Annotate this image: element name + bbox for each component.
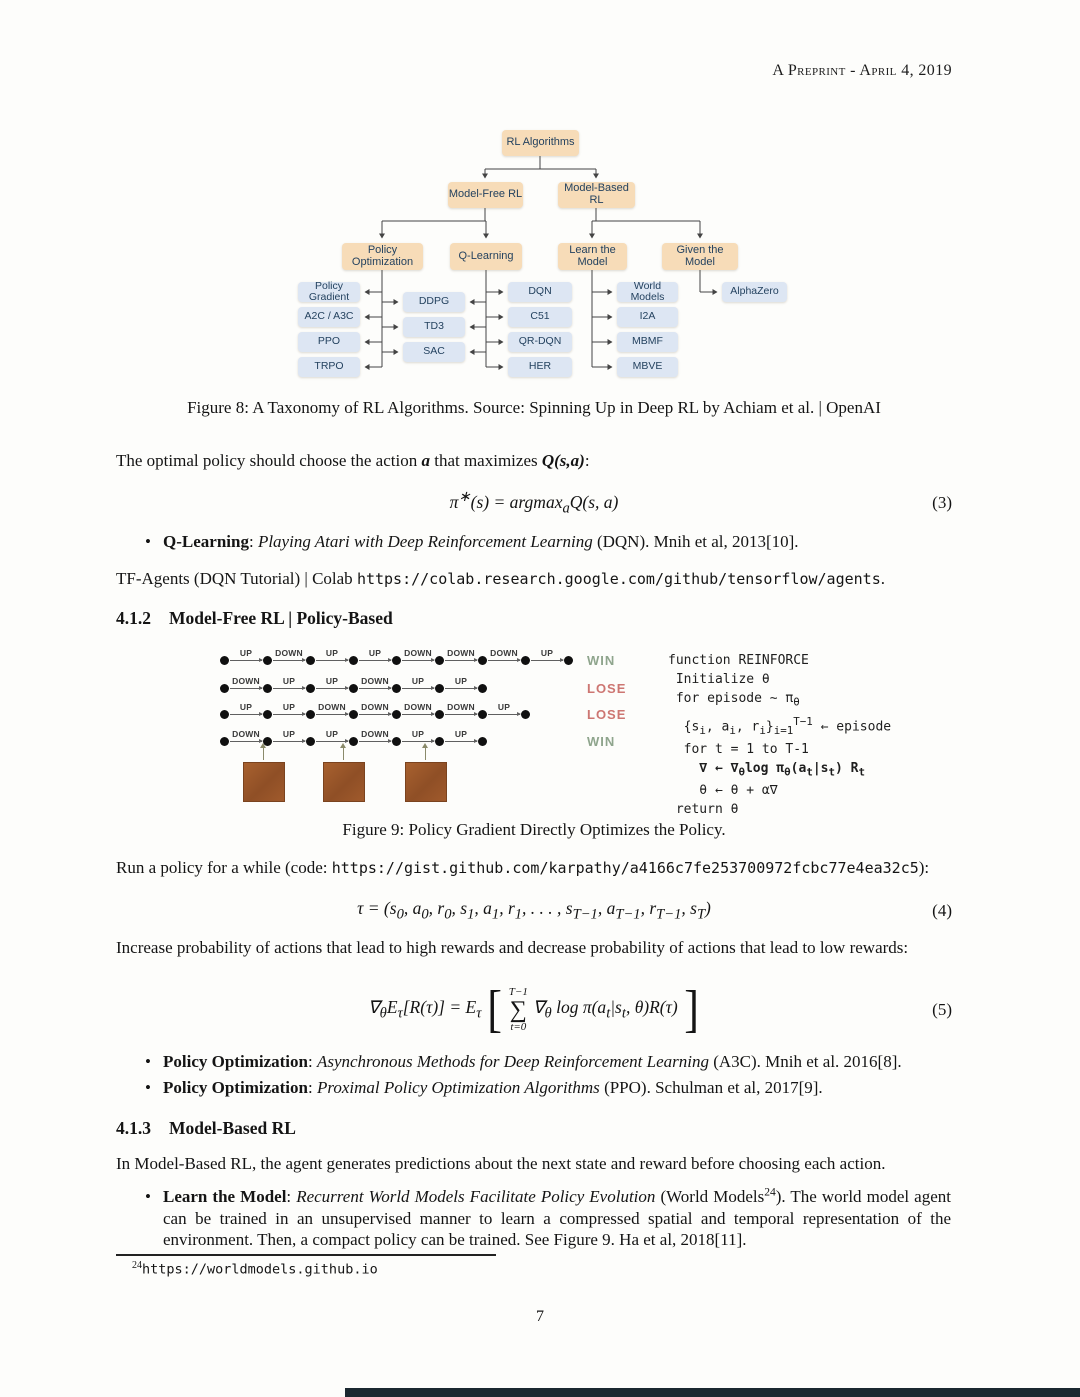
state-dot [349, 656, 358, 665]
right-arrow-icon [230, 660, 262, 661]
text-segment: The optimal policy should choose the action [116, 451, 422, 470]
action-label: UP [325, 676, 339, 686]
equation-4-formula: $\tau = (s_0$, $a_0$, $r_0$, $s_1$, $a_1$, $r_1$, . . . , $s_{T-1}$, $a_{T-1}$, $r_{T-1}$, $s_T$) [357, 898, 711, 923]
action-label: UP [282, 729, 296, 739]
trajectory-result-label: LOSE [587, 681, 627, 696]
taxonomy-node-qr-dqn: QR-DQN [508, 332, 572, 352]
action-label: DOWN [361, 702, 389, 712]
text-segment: Increase probability of actions that lead to high rewards and decrease probability of actions that lead to low rewards: [116, 938, 909, 957]
game-frame-thumbnail [323, 762, 365, 802]
action-label: DOWN [447, 702, 475, 712]
text-segment: (A3C). Mnih et al. 2016[8]. [708, 1052, 902, 1071]
taxonomy-node-a2c-a3c: A2C / A3C [298, 307, 360, 327]
text-segment: that maximizes [429, 451, 542, 470]
taxonomy-node-ppo: PPO [298, 332, 360, 352]
paragraph-increase-probability [116, 937, 952, 959]
action-arrow [358, 648, 392, 665]
action-label: UP [239, 648, 253, 658]
state-dot [263, 710, 272, 719]
right-arrow-icon [445, 660, 477, 661]
figure8-taxonomy-diagram [280, 125, 800, 393]
action-arrow [401, 676, 435, 693]
text-segment: Proximal Policy Optimization Algorithms [316, 1077, 600, 1097]
action-arrow [401, 648, 435, 665]
action-label: UP [325, 648, 339, 658]
action-label: UP [282, 676, 296, 686]
open-bracket: [ [487, 981, 503, 1038]
section-heading-412 [116, 608, 952, 629]
bullet-policy-optimization-a3c [145, 1051, 951, 1073]
state-dot [349, 710, 358, 719]
sigma-symbol: ∑ [509, 997, 527, 1023]
state-dot [349, 684, 358, 693]
action-label: DOWN [490, 648, 518, 658]
taxonomy-node-mbmf: MBMF [617, 332, 678, 352]
right-arrow-icon [402, 688, 434, 689]
right-arrow-icon [316, 741, 348, 742]
action-arrow [272, 676, 306, 693]
state-dot [220, 710, 229, 719]
pseudocode-line: Initialize θ [668, 672, 770, 687]
taxonomy-node-model-free-rl: Model-Free RL [448, 182, 523, 208]
pseudocode-line: ∇ ← $\nabla_\theta\log$ $\pi_\theta(a_t|s_t)$ $R_t$ [668, 760, 866, 779]
right-arrow-icon [445, 741, 477, 742]
close-bracket: ] [684, 981, 699, 1038]
section-heading-413 [116, 1118, 952, 1139]
action-arrow [487, 702, 521, 719]
taxonomy-node-i2a: I2A [617, 307, 678, 327]
equation-4 [116, 896, 952, 926]
paragraph-model-based-rl [116, 1153, 952, 1175]
state-dot [392, 656, 401, 665]
action-arrow [487, 648, 521, 665]
trajectory-row [220, 676, 487, 693]
trajectory-row [220, 702, 530, 719]
right-arrow-icon [531, 660, 563, 661]
section-title: Model-Free RL | Policy-Based [169, 608, 393, 628]
text-segment: (PPO). Schulman et al, 2017[9]. [599, 1077, 823, 1097]
action-label: DOWN [275, 648, 303, 658]
text-segment: Policy Optimization [163, 1052, 308, 1071]
right-arrow-icon [359, 688, 391, 689]
right-arrow-icon [402, 741, 434, 742]
right-arrow-icon [316, 714, 348, 715]
state-dot [478, 710, 487, 719]
taxonomy-node-model-based-rl: Model-Based RL [558, 182, 635, 208]
action-label: DOWN [361, 729, 389, 739]
learn-the-model-bullet-list [145, 1186, 951, 1251]
action-arrow [530, 648, 564, 665]
state-dot [220, 656, 229, 665]
state-dot [478, 656, 487, 665]
taxonomy-node-her: HER [508, 357, 572, 377]
action-label: UP [239, 702, 253, 712]
action-arrow [444, 676, 478, 693]
reinforce-pseudocode [668, 651, 891, 819]
right-arrow-icon [402, 714, 434, 715]
pseudocode-line: {$s_i$, $a_i$, $r_i\}_{i=1}^{T-1}$ ← episode [668, 714, 892, 737]
action-arrow [315, 702, 349, 719]
action-arrow [315, 676, 349, 693]
text-segment: : [286, 1187, 297, 1206]
text-segment: : [307, 1077, 317, 1097]
right-arrow-icon [402, 660, 434, 661]
text-segment: Q-Learning [163, 532, 249, 551]
equation-3-formula: π∗(s) = argmax$_a$Q(s, a) [449, 489, 619, 517]
action-arrow [358, 729, 392, 746]
action-arrow [272, 648, 306, 665]
equation-5-number: (5) [932, 1000, 952, 1019]
taxonomy-node-q-learning: Q-Learning [450, 243, 522, 270]
right-arrow-icon [488, 660, 520, 661]
figure9-policy-gradient-diagram [116, 645, 952, 817]
text-segment: Run a policy for a while (code: [116, 858, 332, 877]
text-segment: . [880, 569, 885, 588]
taxonomy-node-sac: SAC [403, 342, 465, 362]
state-dot [521, 656, 530, 665]
action-label: DOWN [404, 702, 432, 712]
footnote-marker: 24 [132, 1260, 142, 1271]
frame-up-arrow-icon [263, 747, 264, 760]
action-label: DOWN [318, 702, 346, 712]
taxonomy-node-policy-gradient: Policy Gradient [298, 282, 360, 302]
taxonomy-node-c51: C51 [508, 307, 572, 327]
pseudocode-line: for t = 1 to T-1 [668, 741, 809, 757]
taxonomy-node-learn-the-model: Learn the Model [558, 243, 627, 270]
action-label: UP [282, 702, 296, 712]
bullet-policy-optimization-ppo [145, 1077, 951, 1099]
right-arrow-icon [273, 660, 305, 661]
state-dot [478, 737, 487, 746]
action-label: UP [368, 648, 382, 658]
taxonomy-node-world-models: World Models [617, 282, 678, 302]
taxonomy-node-dqn: DQN [508, 282, 572, 302]
trajectory-result-label: WIN [587, 653, 616, 668]
text-segment: In Model-Based RL, the agent generates predictions about the next state and reward before choosing each action. [116, 1154, 886, 1173]
state-dot [435, 656, 444, 665]
right-arrow-icon [273, 688, 305, 689]
summation [509, 987, 528, 1033]
right-arrow-icon [316, 688, 348, 689]
section-number: 4.1.2 [116, 608, 151, 628]
text-segment: (DQN). Mnih et al, 2013[10]. [592, 532, 799, 551]
text-segment: : [307, 1052, 317, 1071]
figure9-caption: Figure 9: Policy Gradient Directly Optimizes the Policy. [342, 820, 726, 839]
action-label: DOWN [232, 676, 260, 686]
taxonomy-node-trpo: TRPO [298, 357, 360, 377]
action-label: DOWN [404, 648, 432, 658]
taxonomy-node-given-the-model: Given the Model [662, 243, 738, 270]
right-arrow-icon [273, 741, 305, 742]
running-header: A Preprint - April 4, 2019 [772, 62, 952, 79]
action-label: DOWN [361, 676, 389, 686]
equation-5-formula [367, 981, 700, 1038]
trajectory-result-label: LOSE [587, 707, 627, 722]
footnote-rule [116, 1254, 496, 1256]
state-dot [349, 737, 358, 746]
taxonomy-node-alphazero: AlphaZero [722, 282, 787, 302]
right-arrow-icon [230, 714, 262, 715]
taxonomy-node-mbve: MBVE [617, 357, 678, 377]
action-arrow [444, 648, 478, 665]
section-number: 4.1.3 [116, 1118, 151, 1138]
text-segment: Learn the Model [163, 1187, 287, 1206]
equation-3-number: (3) [932, 493, 952, 512]
text-segment: : [584, 451, 590, 470]
equation-5-rhs: $\nabla_\theta$ $\log \pi(a_t|s_t$, θ)R(τ) [532, 997, 678, 1022]
paragraph-optimal-policy [116, 450, 952, 472]
right-arrow-icon [230, 741, 262, 742]
action-arrow [229, 702, 263, 719]
action-arrow [401, 702, 435, 719]
text-segment: Asynchronous Methods for Deep Reinforcement Learning [316, 1052, 709, 1071]
text-segment: a [421, 451, 430, 470]
pseudocode-line: for episode ∼ $\pi_\theta$ [668, 691, 800, 709]
right-arrow-icon [445, 688, 477, 689]
action-label: UP [540, 648, 554, 658]
taxonomy-node-ddpg: DDPG [403, 292, 465, 312]
q-learning-bullet-list [145, 531, 951, 553]
state-dot [263, 656, 272, 665]
text-segment: (World Models [655, 1187, 765, 1206]
taxonomy-node-rl-algorithms: RL Algorithms [502, 130, 579, 156]
state-dot [392, 710, 401, 719]
action-arrow [315, 648, 349, 665]
pseudocode-line: return θ [668, 802, 739, 818]
action-label: DOWN [447, 648, 475, 658]
right-arrow-icon [359, 660, 391, 661]
text-segment: : [248, 532, 258, 551]
state-dot [521, 710, 530, 719]
state-dot [478, 684, 487, 693]
equation-3 [116, 488, 952, 518]
bullet-q-learning [145, 531, 951, 553]
right-arrow-icon [316, 660, 348, 661]
action-label: UP [454, 676, 468, 686]
state-dot [392, 737, 401, 746]
text-segment: ). The world model agent can be trained in an unsupervised manner to learn a compressed spatial and temporal representation of the environment. Then, a compact policy can be trained. See Figure 9. Ha et al, 2018[11]. [163, 1187, 951, 1249]
action-arrow [229, 729, 263, 746]
text-segment: TF-Agents (DQN Tutorial) | Colab [116, 569, 357, 588]
equation-5-lhs: $\nabla_\theta E_\tau[R(\tau)] = E_\tau$ [367, 997, 482, 1022]
sum-lower-limit: t=0 [510, 1021, 527, 1033]
pseudocode-line: function REINFORCE [668, 653, 809, 668]
trajectory-result-label: WIN [587, 734, 616, 749]
state-dot [306, 684, 315, 693]
action-label: UP [411, 729, 425, 739]
action-arrow [444, 702, 478, 719]
policy-optimization-bullet-list [145, 1051, 951, 1098]
bottom-dark-bar [345, 1388, 1080, 1397]
paragraph-tf-agents [116, 568, 952, 590]
paragraph-run-policy [116, 857, 952, 879]
equation-4-number: (4) [932, 901, 952, 920]
equation-5 [116, 978, 952, 1042]
state-dot [392, 684, 401, 693]
right-arrow-icon [359, 714, 391, 715]
text-segment: Recurrent World Models Facilitate Policy Evolution [296, 1187, 656, 1206]
action-label: UP [325, 729, 339, 739]
state-dot [263, 684, 272, 693]
bullet-learn-the-model [145, 1186, 951, 1251]
figure8-caption: Figure 8: A Taxonomy of RL Algorithms. Source: Spinning Up in Deep RL by Achiam et al. | OpenAI [187, 398, 881, 417]
inline-url-link[interactable]: https://colab.research.google.com/github/tensorflow/agents [356, 570, 881, 588]
right-arrow-icon [359, 741, 391, 742]
right-arrow-icon [445, 714, 477, 715]
section-title: Model-Based RL [169, 1118, 296, 1138]
state-dot [306, 737, 315, 746]
text-segment: Q(s,a) [541, 451, 585, 470]
footnote-url-link[interactable]: https://worldmodels.github.io [142, 1261, 378, 1278]
taxonomy-node-td3: TD3 [403, 317, 465, 337]
page-number: 7 [536, 1308, 544, 1325]
text-segment: Playing Atari with Deep Reinforcement Learning [257, 532, 593, 551]
game-frame-thumbnail [405, 762, 447, 802]
state-dot [220, 737, 229, 746]
state-dot [435, 684, 444, 693]
action-arrow [358, 702, 392, 719]
game-frame-thumbnail [243, 762, 285, 802]
action-label: DOWN [232, 729, 260, 739]
footnote [132, 1260, 378, 1279]
frame-up-arrow-icon [425, 747, 426, 760]
frame-up-arrow-icon [343, 747, 344, 760]
action-arrow [444, 729, 478, 746]
inline-url-link[interactable]: https://gist.github.com/karpathy/a4166c7fe253700972fcbc77e4ea32c5 [331, 859, 919, 877]
action-arrow [358, 676, 392, 693]
action-arrow [272, 729, 306, 746]
right-arrow-icon [230, 688, 262, 689]
trajectory-row [220, 648, 573, 665]
state-dot [435, 737, 444, 746]
text-segment: Policy Optimization [163, 1077, 308, 1097]
action-label: UP [411, 676, 425, 686]
sum-upper-limit: T−1 [508, 986, 528, 998]
action-arrow [229, 676, 263, 693]
state-dot [564, 656, 573, 665]
action-arrow [272, 702, 306, 719]
text-segment: ): [918, 858, 930, 877]
right-arrow-icon [488, 714, 520, 715]
pseudocode-line: θ ← θ + α∇ [668, 783, 778, 799]
right-arrow-icon [273, 714, 305, 715]
state-dot [220, 684, 229, 693]
action-label: UP [497, 702, 511, 712]
action-arrow [401, 729, 435, 746]
state-dot [435, 710, 444, 719]
state-dot [306, 656, 315, 665]
action-label: UP [454, 729, 468, 739]
action-arrow [229, 648, 263, 665]
state-dot [306, 710, 315, 719]
taxonomy-node-policy-optimization: Policy Optimization [342, 243, 423, 270]
text-segment: 24 [764, 1185, 776, 1199]
